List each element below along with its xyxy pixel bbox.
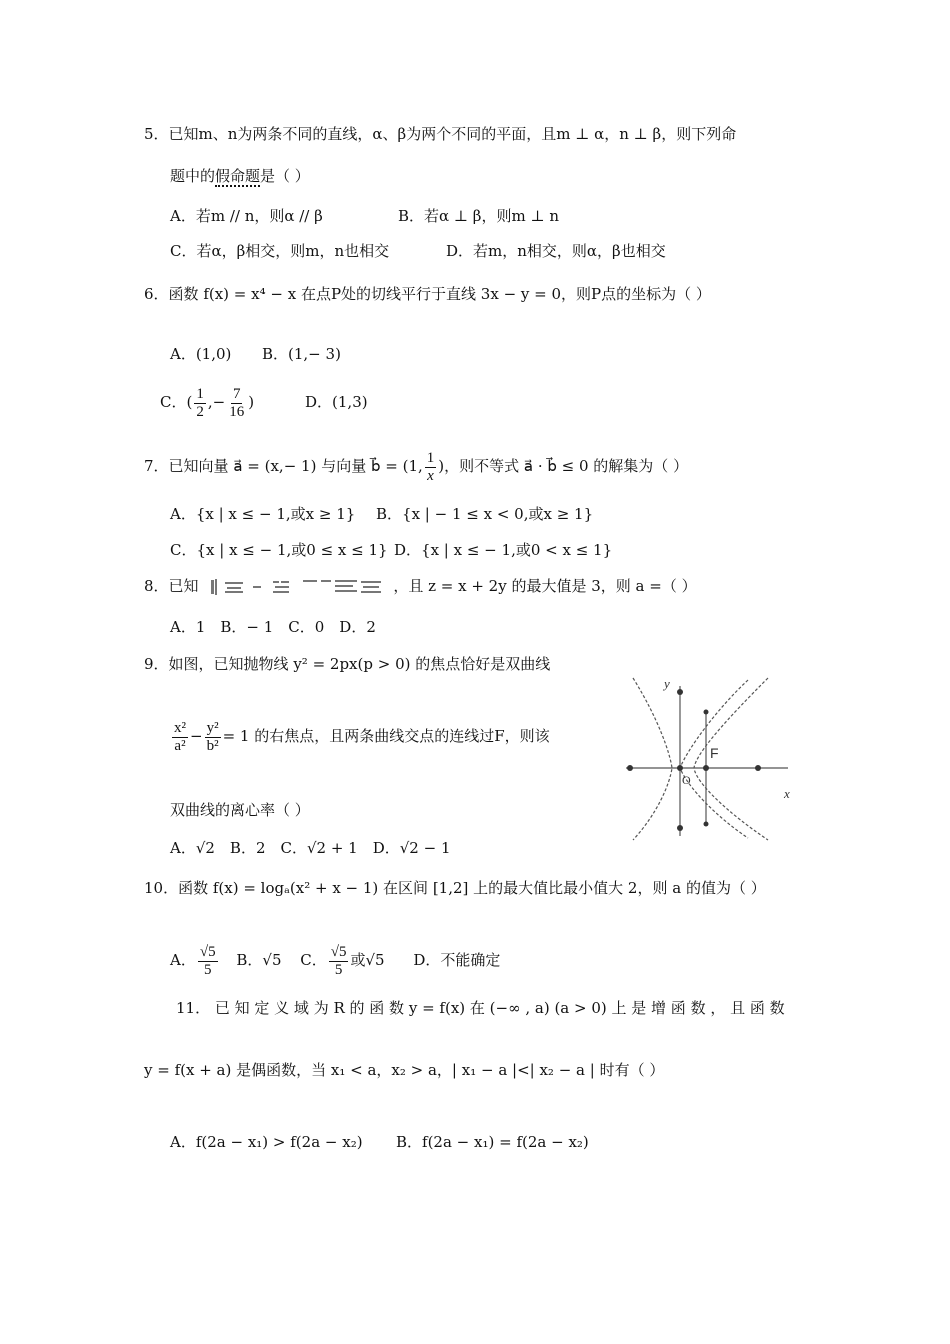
q6-frac2 xyxy=(227,386,246,421)
q5-option-b: B．若α ⊥ β，则m ⊥ n xyxy=(398,207,559,225)
fig-x-label: x xyxy=(784,786,790,801)
frac-num: 7 xyxy=(232,385,241,402)
q8-options: A．1 B．− 1 C．0 D．2 xyxy=(170,618,376,636)
frac-den: 16 xyxy=(229,403,245,420)
q9-line2 xyxy=(170,716,550,756)
q6-option-c-end: ) xyxy=(248,393,255,411)
q9-options: A．√2 B．2 C．√2 + 1 D．√2 − 1 xyxy=(170,839,451,857)
q11-line1: 11． 已 知 定 义 域 为 R 的 函 数 y = f(x) 在 (−∞ , a) (a > 0) 上 是 增 函 数 ， 且 函 数 xyxy=(176,999,785,1017)
q11-line2: y = f(x + a) 是偶函数，当 x₁ < a，x₂ > a，| x₁ − a |<| x₂ − a | 时有（ ） xyxy=(144,1061,665,1079)
q9-stem-part: = 1 的右焦点，且两条曲线交点的连线过F，则该 xyxy=(222,727,550,745)
q10-options xyxy=(170,940,500,980)
q11-option-a: A．f(2a − x₁) > f(2a − x₂) xyxy=(170,1133,363,1151)
frac-num: 1 xyxy=(426,449,435,466)
frac-den: x xyxy=(427,467,434,484)
q7-stem-part: 已知向量 a⃗ = (x,− 1) 与向量 b⃗ = (1, xyxy=(168,457,423,475)
q10-option-a-frac xyxy=(198,944,218,979)
q5-option-c: C．若α，β相交，则m，n也相交 xyxy=(170,242,390,260)
q6-frac1 xyxy=(194,386,206,421)
q5-stem-part: 是（ ） xyxy=(260,167,310,185)
q6-option-b: B．(1,− 3) xyxy=(262,345,341,363)
q9-line3: 双曲线的离心率（ ） xyxy=(170,801,310,819)
q9-stem: 如图，已知抛物线 y² = 2px(p > 0) 的焦点恰好是双曲线 xyxy=(168,655,551,673)
parabola-hyperbola-figure xyxy=(618,668,794,844)
q10-option-d: D．不能确定 xyxy=(413,951,501,969)
q11-option-b: B．f(2a − x₁) = f(2a − x₂) xyxy=(396,1133,589,1151)
q6-stem: 函数 f(x) = x⁴ − x 在点P处的切线平行于直线 3x − y = 0，则P点的坐标为（ ） xyxy=(168,285,711,303)
fig-o-label: O xyxy=(682,773,691,787)
q5-stem: 已知m、n为两条不同的直线，α、β为两个不同的平面，且m ⊥ α，n ⊥ β，则下列命 xyxy=(168,125,737,143)
q7-option-a: A．{x | x ≤ − 1,或x ≥ 1} xyxy=(170,505,356,523)
frac-num: x² xyxy=(174,719,186,736)
q8-stem-part: ，且 z = x + 2y 的最大值是 3，则 a =（ ） xyxy=(393,577,697,595)
frac-num: y² xyxy=(206,719,219,736)
q6-option-a: A．(1,0) xyxy=(170,345,232,363)
q7-stem-part: )，则不等式 a⃗ · b⃗ ≤ 0 的解集为（ ） xyxy=(438,457,689,475)
q8-stem-part: 已知 xyxy=(168,577,199,595)
q6-line xyxy=(144,284,711,304)
q10-option-c-label: C． xyxy=(300,951,327,969)
q8-line xyxy=(144,576,697,597)
q10-option-a-label: A． xyxy=(170,951,196,969)
q10-option-c-tail: 或√5 xyxy=(350,951,385,969)
q9-line1 xyxy=(144,654,550,674)
frac-den: 5 xyxy=(203,961,212,978)
frac-den: a² xyxy=(174,737,186,754)
q9-frac-y xyxy=(205,720,221,755)
q8-number: 8． xyxy=(144,577,169,595)
q10-number: 10． xyxy=(144,879,179,897)
frac-den: 2 xyxy=(196,403,204,420)
q10-stem: 函数 f(x) = logₐ(x² + x − 1) 在区间 [1,2] 上的最大值比最小值大 2，则 a 的值为（ ） xyxy=(178,879,766,897)
q5-stem-part: 题中的 xyxy=(170,167,216,185)
q6-option-c-label: C．( xyxy=(160,393,193,411)
q7-line xyxy=(144,446,688,486)
q10-option-b: B．√5 xyxy=(236,951,282,969)
q7-option-c: C．{x | x ≤ − 1,或0 ≤ x ≤ 1} xyxy=(170,541,388,559)
q10-line xyxy=(144,878,766,898)
q5-number: 5． xyxy=(144,125,169,143)
frac-num: √5 xyxy=(199,943,216,960)
frac-num: 1 xyxy=(196,385,204,402)
q7-option-d: D．{x | x ≤ − 1,或0 < x ≤ 1} xyxy=(394,541,613,559)
q7-option-b: B．{x | − 1 ≤ x < 0,或x ≥ 1} xyxy=(376,505,594,523)
frac-den: 5 xyxy=(334,961,343,978)
q6-option-c xyxy=(160,382,254,422)
q5-line2 xyxy=(170,166,310,186)
blurred-constraints-image xyxy=(203,577,393,597)
q6-option-c-mid: ,− xyxy=(207,393,226,411)
q7-number: 7． xyxy=(144,457,169,475)
q5-emphasis: 假命题 xyxy=(215,167,261,185)
q9-minus: − xyxy=(190,727,203,745)
q5-option-a: A．若m // n，则α // β xyxy=(170,207,323,225)
q9-number: 9． xyxy=(144,655,169,673)
fig-f-label: F xyxy=(710,745,719,761)
q5-option-d: D．若m，n相交，则α，β也相交 xyxy=(446,242,666,260)
q7-frac xyxy=(425,450,437,485)
frac-num: √5 xyxy=(330,943,347,960)
q6-number: 6． xyxy=(144,285,169,303)
q5-line1 xyxy=(144,124,736,144)
q10-option-c-frac xyxy=(329,944,349,979)
frac-den: b² xyxy=(206,737,219,754)
fig-y-label: y xyxy=(664,676,670,691)
q6-option-d: D．(1,3) xyxy=(305,393,368,411)
q9-frac-x xyxy=(172,720,188,755)
